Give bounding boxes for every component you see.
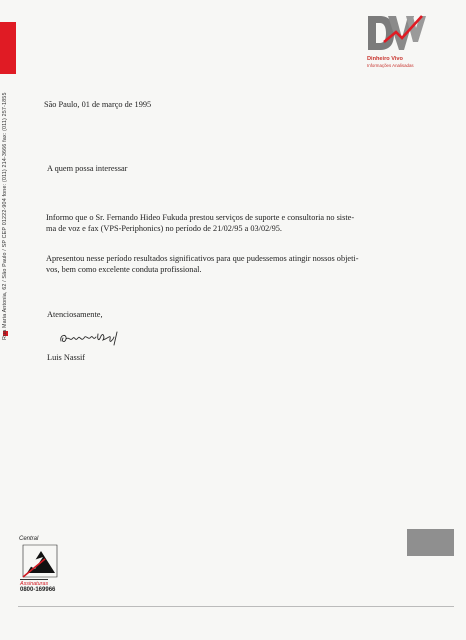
paragraph-line: Informo que o Sr. Fernando Hideo Fukuda prestou serviços de suporte e consultoria no siste- [46,213,355,222]
letter-closing: Atenciosamente, [47,310,103,319]
gray-stamp-box [407,529,454,556]
sidebar-address: Rua Maria Antonia, 62 / São Paulo / SP CEP 01222-904 fone: (011) 214-3666 fax: (011) 257-1855 [2,92,8,340]
central-assinaturas-logo [18,536,62,598]
letter-paragraph-1 [46,213,354,234]
central-emblem-icon [21,543,59,579]
handwritten-signature [57,328,125,348]
paragraph-line: vos, bem como excelente conduta profissional. [46,264,202,274]
red-accent-bar [0,22,16,74]
brand-name: Dinheiro Vivo [367,56,403,62]
dvv-logo-icon [366,12,426,54]
paragraph-line: ma de voz e fax (VPS-Periphonics) no período de 21/02/95 a 03/02/95. [46,223,282,233]
dinheiro-vivo-logo [364,12,428,72]
letter-paragraph-2 [46,254,358,275]
letter-greeting: A quem possa interessar [47,164,128,173]
letter-date: São Paulo, 01 de março de 1995 [44,100,152,109]
bottom-divider [18,606,454,607]
central-subtitle: Assinaturas [20,580,49,587]
central-phone: 0800-169966 [20,587,56,593]
central-title: Central [19,536,39,542]
paragraph-line: Apresentou nesse período resultados significativos para que pudessemos atingir nossos objeti- [46,254,359,263]
brand-tagline: Informações Analisadas [367,63,414,68]
signer-name: Luis Nassif [47,353,86,362]
